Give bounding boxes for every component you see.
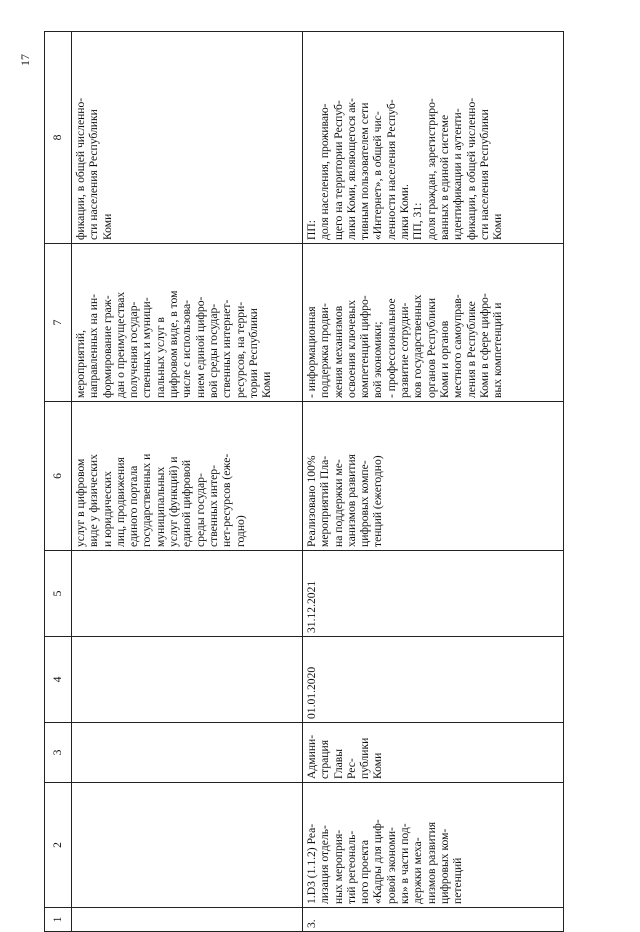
responsible-cell: Админи- страция Главы Рес- публики Коми [303, 723, 564, 783]
table-row [72, 32, 303, 932]
column-number-3: 3 [45, 723, 72, 783]
activities-cell: - информационная поддержка продви- жения механизмов освоения ключевых компетенций цифро- вой экономики; - профессиональное развитие сотрудни- ков государственных органов Республики Коми и органов местного самоуправ- ления в Республике Коми в сфере цифро- вых компетенций и [303, 244, 564, 402]
row-number-cell [72, 908, 303, 932]
page-number: 17 [18, 54, 32, 66]
start-date-cell [72, 637, 303, 723]
activities-cell: мероприятий, направленных на ин- формирование граж- дан о преимуществах получения государ- ственных и муници- пальных услуг в цифровом виде, в том числе с использова- нием единой цифро- вой среды государ- ственных интернет- ресурсов, на терри- тории Республики Коми [72, 244, 303, 402]
row-number-cell: 3. [303, 908, 564, 932]
table-row [303, 32, 564, 932]
expected-result-cell: Реализовано 100% мероприятий Пла- на поддержки ме- ханизмов развития цифровых компе- тенций (ежегодно) [303, 402, 564, 551]
rotated-table-sheet [44, 32, 564, 932]
responsible-cell [72, 723, 303, 783]
column-number-8: 8 [45, 32, 72, 244]
expected-result-cell: услуг в цифровом виде у физических и юридических лиц, продвижения единого портала государственных и муниципальных услуг (функций) и единой цифровой среды государ- ственных интер- нет-ресурсов (еже- годно) [72, 402, 303, 551]
end-date-cell: 31.12.2021 [303, 551, 564, 637]
start-date-cell: 01.01.2020 [303, 637, 564, 723]
column-number-2: 2 [45, 783, 72, 908]
indicators-cell: ПП: доля населения, проживаю- щего на территории Респуб- лики Коми, являющегося ак- тивным пользователем сети «Интернет», в общей чис- ленности населения Респуб- лики Коми. ПП, 31: доля граждан, зарегистриро- ванных в единой системе идентификации и аутенти- фикации, в общей численно- сти населения Республики Коми [303, 32, 564, 244]
measures-table [44, 31, 564, 932]
end-date-cell [72, 551, 303, 637]
column-number-1: 1 [45, 908, 72, 932]
measure-name-cell: 1.D3 (1.1.2) Реа- лизация отдель- ных мероприя- тий регеональ- ного проекта «Кадры для циф- ровой экономи- ки» в части под- держки меха- низмов развития цифровых ком- петенций [303, 783, 564, 908]
indicators-cell: фикации, в общей численно- сти населения Республики Коми [72, 32, 303, 244]
column-number-6: 6 [45, 402, 72, 551]
header-row [45, 32, 72, 932]
column-number-7: 7 [45, 244, 72, 402]
column-number-5: 5 [45, 551, 72, 637]
measure-name-cell [72, 783, 303, 908]
column-number-4: 4 [45, 637, 72, 723]
